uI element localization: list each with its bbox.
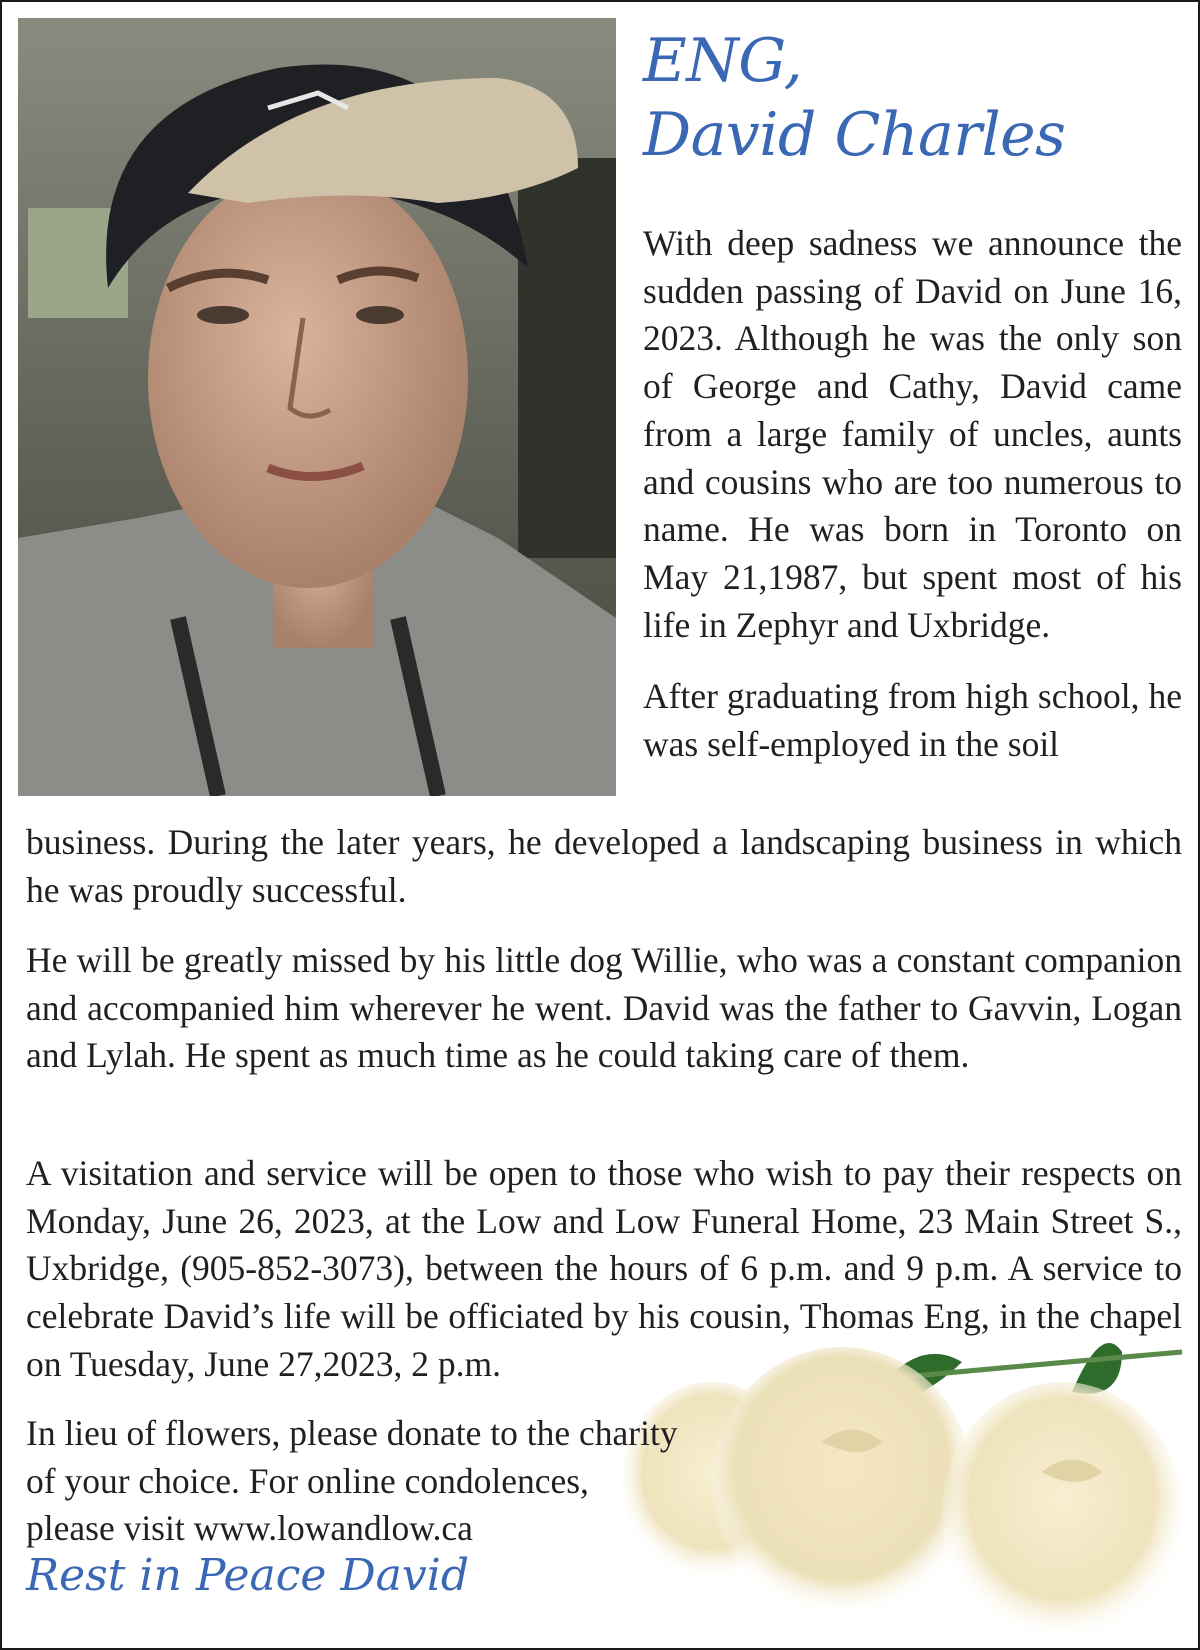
paragraph-career-end: business. During the later years, he developed a landscaping business in which he was proudly successful. xyxy=(26,822,1182,910)
portrait-photo xyxy=(18,18,616,796)
paragraph-career-start: After graduating from high school, he was self-employed in the soil xyxy=(643,676,1182,765)
paragraph-service: A visitation and service will be open to those who wish to pay their respects on Monday, June 26, 2023, at the Low and Low Funeral Home, 23 Main Street S., Uxbridge, (905-852-3073), between the hours of 6 p.m. and 9 p.m. A service to celebrate David’s life will be officiated by his cousin, Thomas Eng, in the chapel on Tuesday, June 27,2023, 2 p.m. xyxy=(26,1153,1182,1384)
donation-line: please visit www.lowandlow.ca xyxy=(26,1508,473,1549)
donation-line: In lieu of flowers, please donate to the charity xyxy=(26,1413,678,1453)
closing-line: Rest in Peace David xyxy=(26,1550,469,1601)
deceased-name-heading xyxy=(643,24,1065,173)
right-column-text xyxy=(643,220,1182,769)
given-names: David Charles xyxy=(643,100,1066,171)
paragraph-family: He will be greatly missed by his little dog Willie, who was a constant companion and accompanied him wherever he went. David was the father to Gavvin, Logan and Lylah. He spent as much time as he could taking care of them. xyxy=(26,940,1182,1076)
surname: ENG, xyxy=(643,26,803,96)
paragraph-announcement: With deep sadness we announce the sudden passing of David on June 16, 2023. Although he was the only son of George and Cathy, David came from a large family of uncles, aunts and cousins who are too numerous to name. He was born in Toronto on May 21,1987, but spent most of his life in Zephyr and Uxbridge. xyxy=(643,223,1182,645)
white-roses-illustration xyxy=(622,1332,1200,1648)
donation-note xyxy=(26,1410,706,1553)
donation-line: of your choice. For online condolences, xyxy=(26,1460,589,1501)
